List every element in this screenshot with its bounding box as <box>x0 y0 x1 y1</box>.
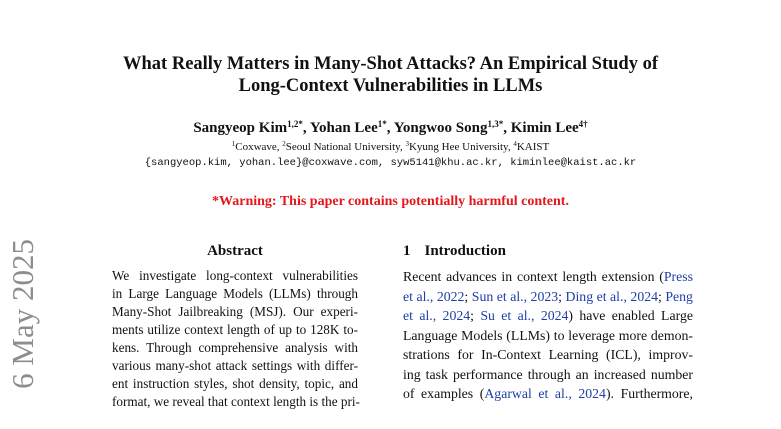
affiliation: Coxwave <box>235 141 277 153</box>
author-name: Kimin Lee <box>510 120 579 136</box>
abstract-line: Many-Shot Jailbreaking (MSJ). Our experi- <box>112 304 358 319</box>
intro-text: ) have enabled Large <box>568 308 693 323</box>
arxiv-date-stamp: 6 May 2025 <box>5 239 40 389</box>
title-line-1: What Really Matters in Many-Shot Attacks? An Empirical Study of <box>123 54 658 74</box>
author-affil-mark: 1,2* <box>287 119 303 129</box>
citation-link[interactable]: Sun et al., 2023 <box>471 288 559 304</box>
paper-title <box>0 53 781 97</box>
citation-link[interactable]: Su et al., 2024 <box>480 308 569 323</box>
citation-link[interactable]: et al., 2024 <box>403 308 471 323</box>
section-number: 1 <box>403 243 411 259</box>
citation-link[interactable]: Press <box>663 269 693 284</box>
affil-mark: 4 <box>513 140 517 148</box>
author-affil-mark: 1,3* <box>487 119 504 129</box>
intro-line <box>403 267 693 287</box>
author-name: Yongwoo Song <box>393 120 488 136</box>
intro-text: Recent advances in context length extension ( <box>403 269 664 284</box>
affiliation: KAIST <box>516 141 550 153</box>
abstract-line: ent instruction styles, shot density, topic, and <box>112 376 358 391</box>
section-title: Introduction <box>424 243 506 259</box>
intro-line <box>403 384 693 404</box>
abstract-line: in Large Language Models (LLMs) through <box>112 286 358 301</box>
intro-text: of examples ( <box>403 386 485 401</box>
author-affil-mark: 4† <box>578 119 588 129</box>
citation-link[interactable]: et al., 2022 <box>403 288 465 304</box>
author-affil-mark: 1* <box>377 119 387 129</box>
citation-link[interactable]: Ding et al., 2024 <box>565 288 659 304</box>
introduction-body <box>403 267 693 404</box>
intro-text: ). Furthermore, <box>605 386 693 401</box>
citation-link[interactable]: Peng <box>665 288 693 304</box>
intro-line: et al., 2022; Sun et al., 2023; Ding et al., 2024; Peng <box>403 288 693 304</box>
intro-line: strations for In-Context Learning (ICL), improv- <box>403 347 693 362</box>
intro-line: et al., 2024; Su et al., 2024) have enabled Large <box>403 308 693 323</box>
citation-link[interactable]: Agarwal et al., 2024 <box>484 386 606 401</box>
affiliation: Seoul National University <box>285 141 400 153</box>
title-line-2: Long-Context Vulnerabilities in LLMs <box>238 76 543 96</box>
author-list: Sangyeop Kim$^{1,2*}$, Yohan Lee$^{1*}$, Yongwoo Song$^{1,3*}$, Kimin Lee$^{4\dagger}$ <box>193 119 588 136</box>
author-name: Sangyeop Kim <box>193 120 288 136</box>
abstract-line: ments utilize context length of up to 128K to- <box>112 322 358 337</box>
intro-line: Language Models (LLMs) to leverage more demon- <box>403 327 693 343</box>
content-warning: *Warning: This paper contains potentially harmful content. <box>212 194 569 209</box>
intro-line: ing task performance through an increased number <box>403 366 693 382</box>
abstract-line: format, we reveal that context length is the pri- <box>112 394 360 409</box>
author-name: Yohan Lee <box>309 120 378 136</box>
abstract-line: various many-shot attack settings with differ- <box>112 358 358 373</box>
affil-mark: 2 <box>282 140 286 148</box>
affiliation-list: $^1$Coxwave, $^2$Seoul National University, $^3$Kyung Hee University, $^4$KAIST <box>231 140 550 153</box>
affiliation: Kyung Hee University <box>408 141 508 153</box>
abstract-body <box>112 267 358 411</box>
affil-mark: 1 <box>231 140 236 148</box>
abstract-line: We investigate long-context vulnerabilities <box>112 268 358 283</box>
abstract-line: kens. Through comprehensive analysis with <box>112 340 358 355</box>
abstract-heading: Abstract <box>207 243 263 259</box>
affil-mark: 3 <box>405 140 409 148</box>
introduction-heading <box>403 243 506 260</box>
author-emails: {sangyeop.kim, yohan.lee}@coxwave.com, syw5141@khu.ac.kr, kiminlee@kaist.ac.kr <box>144 157 637 169</box>
